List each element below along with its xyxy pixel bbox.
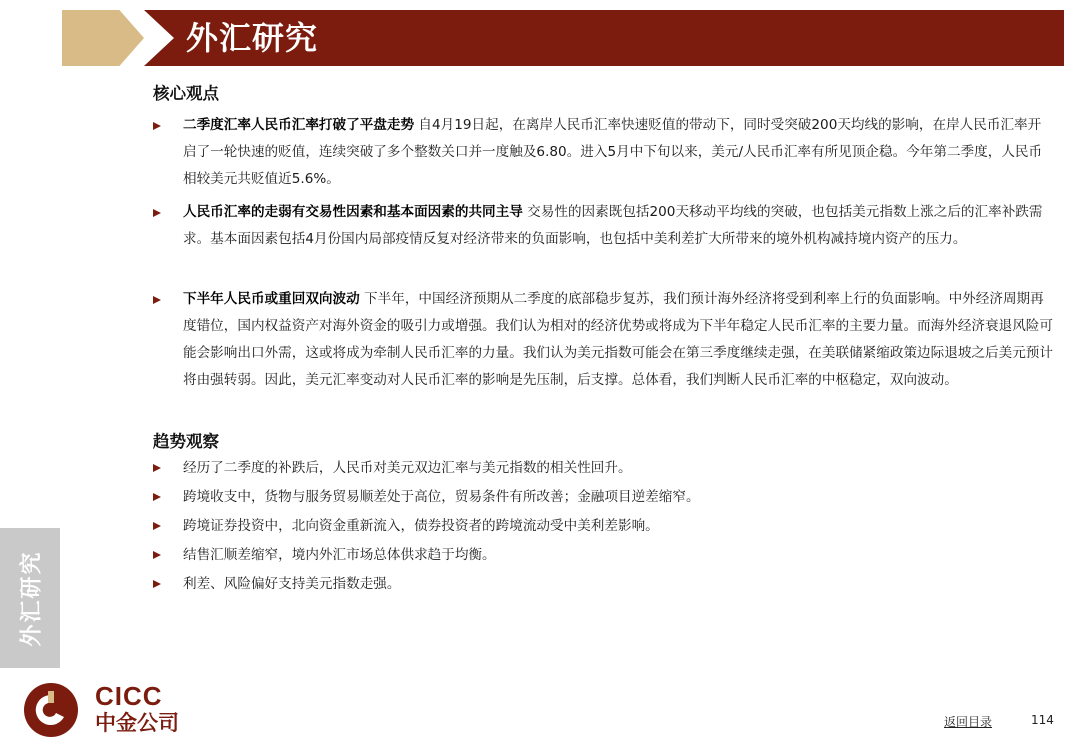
trend-bullet-3 bbox=[153, 516, 1053, 536]
triangle-bullet-icon bbox=[153, 209, 161, 217]
triangle-bullet-icon bbox=[153, 522, 161, 530]
trend-bullet-5-text: 利差、风险偏好支持美元指数走强。 bbox=[183, 576, 401, 592]
trend-bullet-4 bbox=[153, 545, 1053, 565]
core-bullet-3-lead: 下半年人民币或重回双向波动 bbox=[183, 291, 360, 307]
triangle-bullet-icon bbox=[153, 296, 161, 304]
trend-bullet-1 bbox=[153, 458, 1053, 478]
page-number: 114 bbox=[1031, 713, 1054, 727]
triangle-bullet-icon bbox=[153, 464, 161, 472]
trend-bullet-5 bbox=[153, 574, 1053, 594]
triangle-bullet-icon bbox=[153, 493, 161, 501]
core-bullet-1 bbox=[153, 112, 1053, 193]
cicc-logo-icon bbox=[18, 681, 84, 739]
trend-bullet-2-text: 跨境收支中，货物与服务贸易顺差处于高位，贸易条件有所改善；金融项目逆差缩窄。 bbox=[183, 489, 700, 505]
core-bullet-1-text: 自4月19日起，在离岸人民币汇率快速贬值的带动下，同时受突破200天均线的影响，在岸人民币汇率开启了一轮快速的贬值，连续突破了多个整数关口并一度触及6.80。进入5月中下旬以来，美元/人民币汇率有所见顶企稳。今年第二季度，人民币相较美元共贬值近5.6%。 bbox=[183, 117, 1043, 187]
section-title-core: 核心观点 bbox=[153, 84, 219, 103]
core-bullet-2 bbox=[153, 199, 1053, 253]
core-bullet-2-text: 交易性的因素既包括200天移动平均线的突破，也包括美元指数上涨之后的汇率补跌需求。基本面因素包括4月份国内局部疫情反复对经济带来的负面影响，也包括中美利差扩大所带来的境外机构减持境内资产的压力。 bbox=[183, 204, 1043, 247]
side-tab-label: 外汇研究 bbox=[19, 549, 45, 647]
core-bullet-1-lead: 二季度汇率人民币汇率打破了平盘走势 bbox=[183, 117, 415, 133]
core-bullet-2-lead: 人民币汇率的走弱有交易性因素和基本面因素的共同主导 bbox=[183, 204, 523, 220]
section-title-trend: 趋势观察 bbox=[153, 432, 219, 451]
trend-bullet-1-text: 经历了二季度的补跌后，人民币对美元双边汇率与美元指数的相关性回升。 bbox=[183, 460, 632, 476]
trend-bullet-3-text: 跨境证券投资中，北向资金重新流入，债券投资者的跨境流动受中美利差影响。 bbox=[183, 518, 659, 534]
triangle-bullet-icon bbox=[153, 122, 161, 130]
trend-bullet-2 bbox=[153, 487, 1053, 507]
header-decoration-left bbox=[62, 10, 144, 66]
triangle-bullet-icon bbox=[153, 580, 161, 588]
logo-text-zh: 中金公司 bbox=[95, 711, 179, 735]
logo-text-en: CICC bbox=[95, 681, 163, 711]
page-title: 外汇研究 bbox=[186, 19, 319, 57]
trend-bullet-4-text: 结售汇顺差缩窄，境内外汇市场总体供求趋于均衡。 bbox=[183, 547, 496, 563]
core-bullet-3-text: 下半年，中国经济预期从二季度的底部稳步复苏，我们预计海外经济将受到利率上行的负面影响。中外经济周期再度错位，国内权益资产对海外资金的吸引力或增强。我们认为相对的经济优势或将成为下半年稳定人民币汇率的主要力量。而海外经济衰退风险可能会影响出口外需，这或将成为牵制人民币汇率的力量。我们认为美元指数可能会在第三季度继续走强，在美联储紧缩政策边际退坡之后美元预计将由强转弱。因此，美元汇率变动对人民币汇率的影响是先压制，后支撑。总体看，我们判断人民币汇率的中枢稳定，双向波动。 bbox=[183, 291, 1053, 388]
triangle-bullet-icon bbox=[153, 551, 161, 559]
core-bullet-3 bbox=[153, 286, 1053, 394]
back-to-contents-link[interactable]: 返回目录 bbox=[944, 715, 993, 729]
